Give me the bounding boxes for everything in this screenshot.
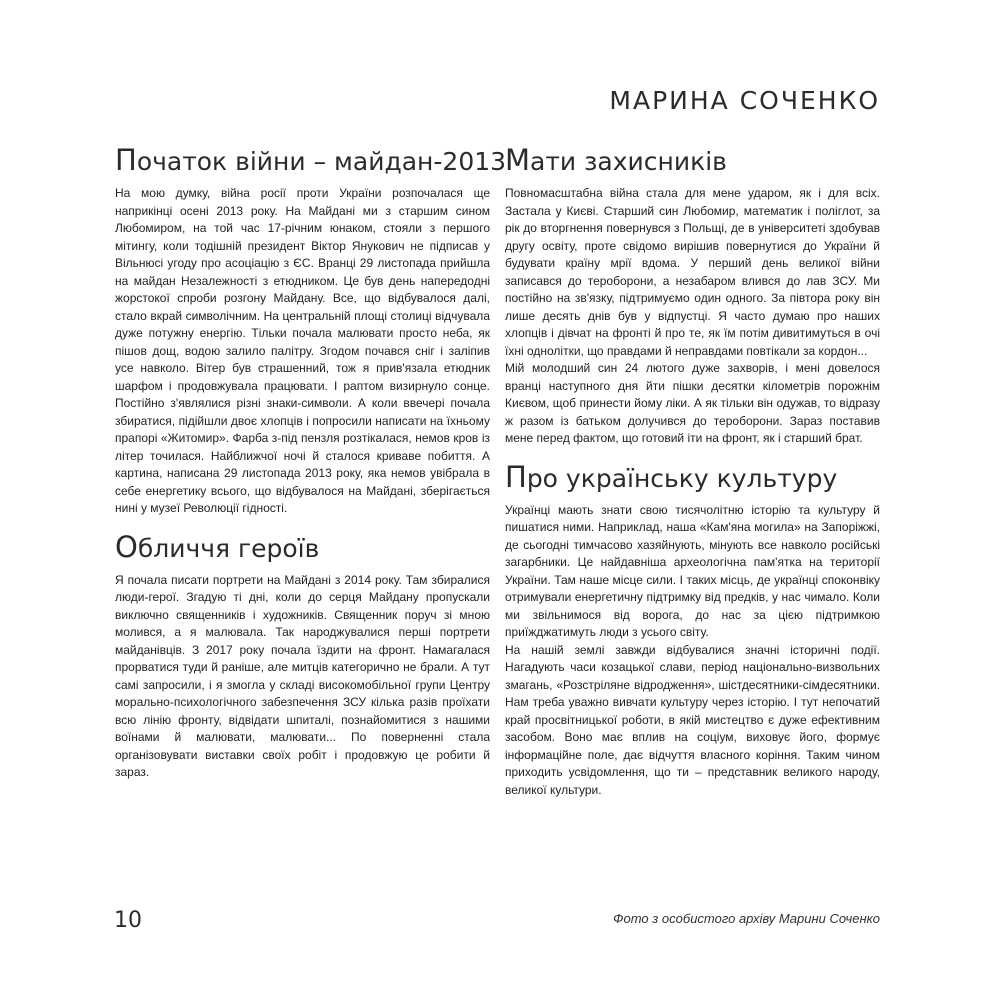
section-title: Початок війни – майдан-2013 [115,143,507,177]
page-number: 10 [114,908,142,933]
section-body [505,502,880,800]
photo-caption: Фото з особистого архіву Марини Соченко [613,911,880,926]
paragraph: На мою думку, війна росії проти України розпочалася ще наприкінці осені 2013 року. На Майдані ми з старшим сином Любомиром, на той час 17-річним юнаком, стояли з першого мітингу, коли тодішній президент Віктор Янукович не підписав у Вільнюсі угоду про асоціацію з ЄС. Вранці 29 листопада прийшла на майдан Незалежності з етюдником. Це був день напередодні жорстокої спроби розгону Майдану. Все, що відбувалося далі, стало вкрай символічним. На центральній площі столиці відчувала дуже потужну енергію. Тільки почала малювати просто неба, як пішов дощ, водою залило палітру. Згодом почався сніг і заліпив усе навколо. Вітер був страшенний, тож я прив'язала етюдник шарфом і продовжувала працювати. І раптом визирнуло сонце. Постійно з'являлися різні знаки-символи. А коли ввечері почала збиратися, підійшли двоє хлопців і попросили написати на їхньому прапорі «Житомир». Фарба з-під пензля розтікалася, немов кров із літер точилася. Найближчої ночі й сталося криваве побиття. А картина, написана 29 листопада 2013 року, яка немов увібрала в себе енергетику всього, що відбувалося на Майдані, зберігається нині у музеї Революції гідності. [115,186,490,515]
paragraph: На нашій землі завжди відбувалися значні історичні події. Нагадують часи козацької слави, період національно-визвольних змагань, «Розстріляне відродження», шістдесятники-сімдесятники. Нам треба уважно вивчати культуру через історію. І тут непочатий край просвітницької роботи, в якій мистецтво є дуже ефективним засобом. Воно має вплив на соціум, виховує його, формує інформаційне поле, дає відчуття власного коріння. Таким чином приходить усвідомлення, що ти – представник великого народу, великої культури. [505,642,880,797]
section-title: Про українську культуру [505,459,838,494]
paragraph: Я почала писати портрети на Майдані з 2014 року. Там збиралися люди-герої. Згадую ті дні, коли до серця Майдану пропускали виключно священників і художників. Священник поруч зі мною молився, а я малювала. Так народжувалися перші портрети майданівців. З 2017 року почала їздити на фронт. Намагалася прорватися туди й раніше, але митців категорично не брали. А тут самі запросили, і я змогла у складі високомобільної групи Центру морально-психологічного забезпечення ЗСУ кілька разів проїхати всю лінію фронту, відвідати шпиталі, познайомитися з нашими воїнами й малювати, малювати... По поверненні стала організовувати виставки своїх робіт і продовжую це робити й зараз. [115,572,490,779]
paragraph: Повномасштабна війна стала для мене ударом, як і для всіх. Застала у Києві. Старший син Любомир, математик і поліглот, за рік до вторгнення повернувся з Польщі, де в університеті здобував другу освіту, проте свідомо вирішив повернутися до України й будувати країну мрії вдома. У перший день великої війни записався до тероборони, а незабаром влився до лав ЗСУ. Ми постійно на зв'язку, підтримуємо один одного. За півтора року він лише десять днів був у відпустці. Я часто думаю про наших хлопців і дівчат на фронті й про те, як їм потім дивитимуться в очі їхні однолітки, що правдами й неправдами повтікали за кордон... [505,186,880,358]
section-war-beginning [115,143,507,518]
right-column [505,145,880,813]
section-body [505,185,880,448]
section-body [115,572,490,782]
paragraph: Українці мають знати свою тисячолітню історію та культуру й пишатися ними. Наприклад, наша «Кам'яна могила» на Запоріжжі, де сьогодні тимчасово хазяйнують, мінують все навколо російські загарбники. Це найдавніша археологічна пам'ятка на території України. Там наше місце сили. І таких місць, де українці споконвіку отримували енергетичну підтримку від предків, у нас чимало. Коли ми звільнимося від ворога, до нас за цією підтримкою приїжджатимуть люди з усього світу. [505,502,880,639]
section-title: Обличчя героїв [115,529,320,564]
section-title: Мати захисників [505,143,727,177]
section-body [115,185,490,518]
paragraph: Мій молодший син 24 лютого дуже захворів, і мені довелося вранці наступного дня йти пішки десятки кілометрів порожнім Києвом, щоб принести йому ліки. А як тільки він одужав, то відразу ж разом із батьком долучився до тероборони. Зараз поставив мене перед фактом, що готовий іти на фронт, як і старший брат. [505,361,880,445]
section-heroes-faces [115,529,490,782]
author-name: МАРИНА СОЧЕНКО [609,86,880,115]
section-ukrainian-culture [505,459,880,800]
section-mother-of-defenders [505,145,880,448]
left-column [115,143,507,796]
